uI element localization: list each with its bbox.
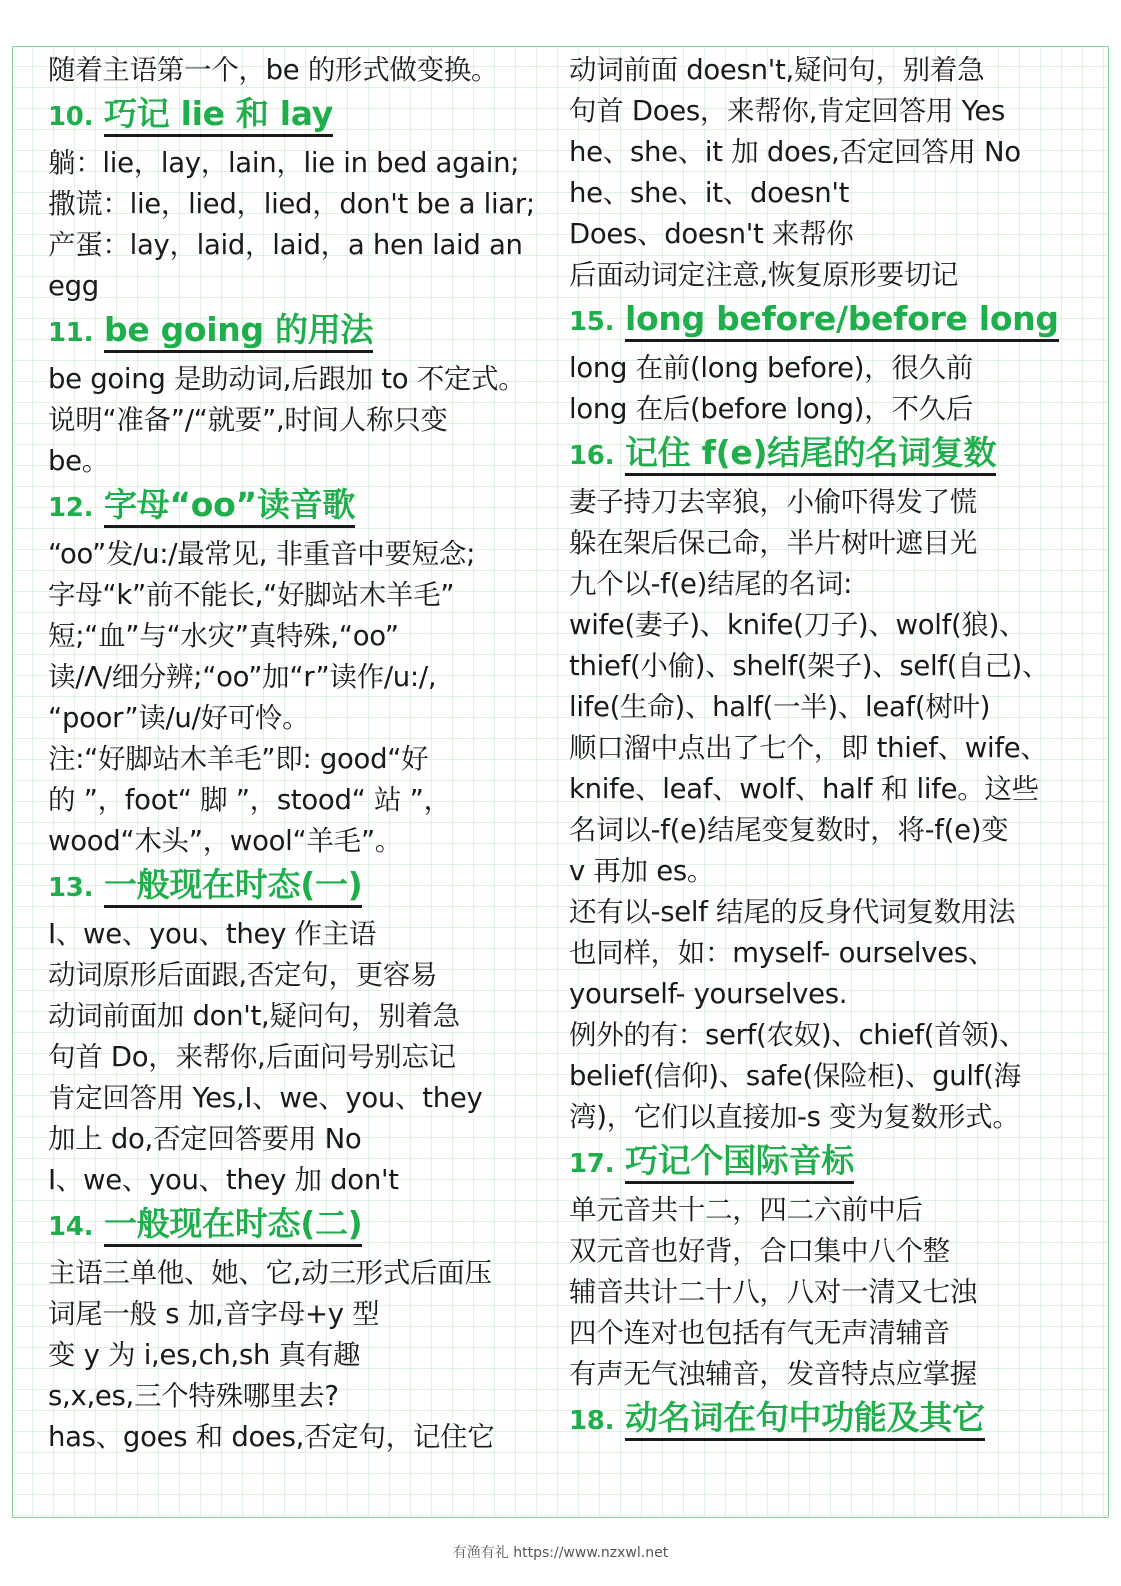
text-line: yourself- yourselves. (569, 978, 848, 1010)
text-line: v 再加 es。 (569, 855, 715, 887)
section-heading (569, 1138, 1079, 1190)
section-title: 字母“oo”读音歌 (104, 485, 355, 528)
section-title: 巧记 lie 和 lay (104, 94, 333, 137)
section-title: 巧记个国际音标 (625, 1141, 854, 1184)
text-line: 随着主语第一个，be 的形式做变换。 (48, 54, 499, 86)
text-line: 湾)，它们以直接加-s 变为复数形式。 (569, 1101, 1020, 1133)
text-line: 单元音共十二，四二六前中后 (569, 1194, 923, 1226)
text-line: long 在后(before long)，不久后 (569, 393, 973, 425)
text-line: 还有以-self 结尾的反身代词复数用法 (569, 896, 1016, 928)
section-title: long before/before long (625, 299, 1059, 342)
section-heading (48, 1201, 558, 1253)
text-line: 主语三单他、她、它,动三形式后面压 (48, 1257, 492, 1289)
section-number: 15. (569, 307, 615, 337)
section-title: 一般现在时态(二) (104, 1204, 362, 1247)
text-line: 顺口溜中点出了七个，即 thief、wife、 (569, 732, 1048, 764)
text-line: “oo”发/u:/最常见, 非重音中要短念; (48, 538, 476, 570)
text-line: knife、leaf、wolf、half 和 life。这些 (569, 773, 1039, 805)
footer-watermark[interactable]: 有渔有礼 https://www.nzxwl.net (452, 1545, 669, 1561)
text-line: 妻子持刀去宰狼，小偷吓得发了慌 (569, 486, 977, 518)
text-line: he、she、it 加 does,否定回答用 No (569, 136, 1021, 168)
text-line: 句首 Does，来帮你,肯定回答用 Yes (569, 95, 1006, 127)
text-line: 躺：lie，lay，lain，lie in bed again; (48, 147, 520, 179)
text-line: 双元音也好背，合口集中八个整 (569, 1235, 950, 1267)
text-line: 例外的有：serf(农奴)、chief(首领)、 (569, 1019, 1027, 1051)
text-line: wood“木头”，wool“羊毛”。 (48, 825, 402, 857)
section-number: 11. (48, 318, 94, 348)
text-line: 也同样，如：myself- ourselves、 (569, 937, 996, 969)
text-line: 后面动词定注意,恢复原形要切记 (569, 259, 959, 291)
text-line: 句首 Do，来帮你,后面问号别忘记 (48, 1041, 456, 1073)
text-line: 短;“血”与“水灾”真特殊,“oo” (48, 620, 399, 652)
text-line: 的 ”，foot“ 脚 ”，stood“ 站 ”， (48, 784, 451, 816)
section-number: 16. (569, 441, 615, 471)
text-line: belief(信仰)、safe(保险柜)、gulf(海 (569, 1060, 1021, 1092)
text-line: egg (48, 270, 99, 302)
section-heading (48, 307, 558, 359)
section-title: 动名词在句中功能及其它 (625, 1398, 985, 1441)
text-line: be。 (48, 445, 109, 477)
section-heading (48, 862, 558, 914)
section-number: 10. (48, 102, 94, 132)
text-line: 有声无气浊辅音，发音特点应掌握 (569, 1358, 977, 1390)
text-line: Does、doesn't 来帮你 (569, 218, 854, 250)
text-line: 动词前面加 don't,疑问句，别着急 (48, 1000, 460, 1032)
section-title: be going 的用法 (104, 310, 373, 353)
text-line: 变 y 为 i,es,ch,sh 真有趣 (48, 1339, 361, 1371)
text-line: 产蛋：lay，laid，laid，a hen laid an (48, 229, 523, 261)
section-heading (569, 296, 1079, 348)
section-title: 记住 f(e)结尾的名词复数 (625, 433, 996, 476)
left-column (48, 50, 558, 1458)
text-line: 辅音共计二十八，八对一清又七浊 (569, 1276, 977, 1308)
text-line: be going 是助动词,后跟加 to 不定式。 (48, 363, 526, 395)
text-line: long 在前(long before)，很久前 (569, 352, 973, 384)
section-heading (48, 91, 558, 143)
text-line: 四个连对也包括有气无声清辅音 (569, 1317, 950, 1349)
section-number: 13. (48, 873, 94, 903)
text-line: 动词前面 doesn't,疑问句，别着急 (569, 54, 985, 86)
text-line: 读/Λ/细分辨;“oo”加“r”读作/u:/, (48, 661, 437, 693)
text-line: 注:“好脚站木羊毛”即: good“好 (48, 743, 429, 775)
text-line: wife(妻子)、knife(刀子)、wolf(狼)、 (569, 609, 1027, 641)
text-line: 说明“准备”/“就要”,时间人称只变 (48, 404, 448, 436)
section-heading (48, 482, 558, 534)
text-line: thief(小偷)、shelf(架子)、self(自己)、 (569, 650, 1050, 682)
text-line: 动词原形后面跟,否定句，更容易 (48, 959, 438, 991)
text-line: s,x,es,三个特殊哪里去? (48, 1380, 339, 1412)
section-number: 18. (569, 1406, 615, 1436)
text-line: 词尾一般 s 加,音字母+y 型 (48, 1298, 380, 1330)
text-line: 名词以-f(e)结尾变复数时，将-f(e)变 (569, 814, 1009, 846)
text-line: 肯定回答用 Yes,I、we、you、they (48, 1082, 483, 1114)
section-number: 12. (48, 493, 94, 523)
text-line: I、we、you、they 加 don't (48, 1164, 399, 1196)
text-line: “poor”读/u/好可怜。 (48, 702, 310, 734)
text-line: I、we、you、they 作主语 (48, 918, 377, 950)
section-number: 17. (569, 1149, 615, 1179)
text-line: 加上 do,否定回答要用 No (48, 1123, 362, 1155)
text-line: he、she、it、doesn't (569, 177, 850, 209)
text-line: life(生命)、half(一半)、leaf(树叶) (569, 691, 991, 723)
text-line: has、goes 和 does,否定句，记住它 (48, 1421, 495, 1453)
section-heading (569, 430, 1079, 482)
text-line: 九个以-f(e)结尾的名词: (569, 568, 853, 600)
section-heading (569, 1395, 1079, 1447)
text-line: 躲在架后保己命，半片树叶遮目光 (569, 527, 977, 559)
section-number: 14. (48, 1212, 94, 1242)
right-column (569, 50, 1079, 1447)
section-title: 一般现在时态(一) (104, 865, 362, 908)
text-line: 撒谎：lie，lied，lied，don't be a liar; (48, 188, 535, 220)
text-line: 字母“k”前不能长,“好脚站木羊毛” (48, 579, 455, 611)
